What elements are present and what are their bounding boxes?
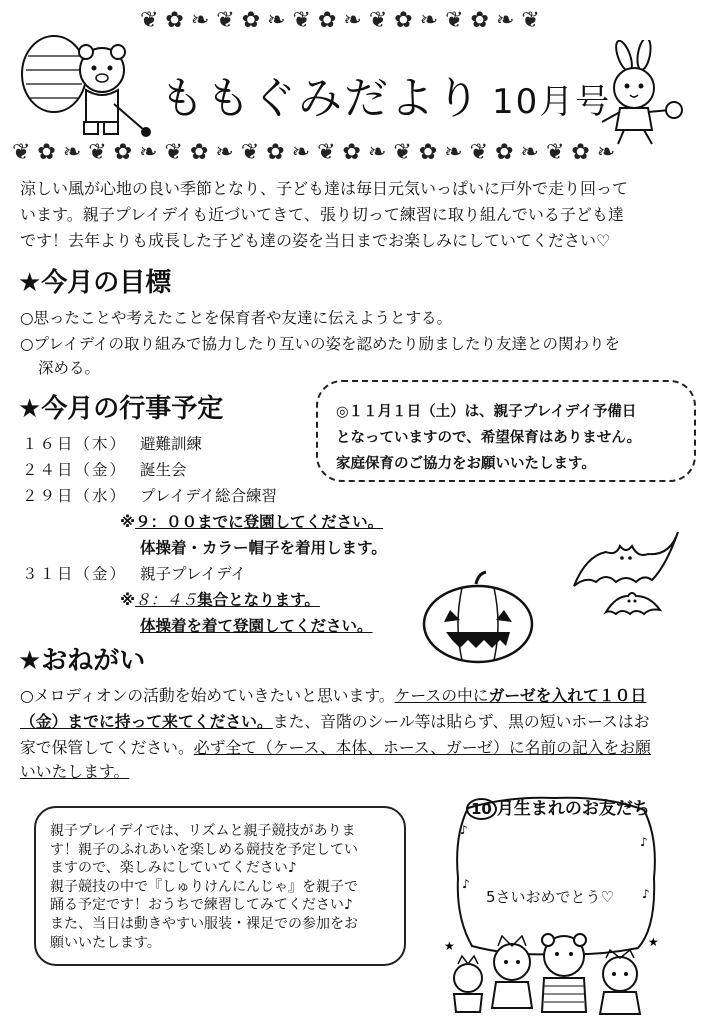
- svg-text:♪: ♪: [642, 887, 650, 901]
- info-line: 親子プレイデイでは、リズムと親子競技がありま: [50, 823, 356, 839]
- newsletter-title: [160, 62, 611, 126]
- goal-item: ○思ったことや考えたことを保育者や友達に伝えようとする。: [20, 309, 453, 327]
- schedule-row: [22, 432, 202, 454]
- notice-line: となっていますので、希望保育はありません。: [336, 430, 642, 446]
- birthday-message: 5さいおめでとう♡: [486, 888, 614, 906]
- notice-line: 家庭保育のご協力をお願いいたします。: [336, 456, 596, 472]
- schedule-date: ３１日（金）: [22, 565, 128, 583]
- intro-paragraph: [20, 176, 710, 254]
- issue-label: 10月号: [492, 82, 612, 122]
- request-line: （金）までに持って来てください。また、音階のシール等は貼らず、黒の短いホースはお: [20, 712, 650, 731]
- leaf-border-top-icon: ❦ ✿ ❧ ❦ ✿ ❧ ❦ ✿ ❧ ❦ ✿ ❧ ❦ ✿ ❧ ❦: [140, 8, 540, 33]
- notice-box: [316, 380, 696, 482]
- info-line: す！親子のふれあいを楽しめる競技を予定してい: [50, 841, 358, 858]
- playday-info-box: [34, 806, 406, 966]
- intro-line: います。親子プレイデイも近づいてきて、張り切って練習に取り組んでいる子ども達: [20, 205, 624, 224]
- goal-item: 深める。: [38, 359, 101, 377]
- schedule-row: [22, 458, 187, 480]
- intro-line: です！去年よりも成長した子ども達の姿を当日までお楽しみにしていてください♡: [20, 231, 611, 250]
- goal-item: ○プレイデイの取り組みで協力したり互いの姿を認めたり励ましたり友達との関わりを: [20, 335, 621, 353]
- schedule-event: 避難訓練: [140, 435, 203, 453]
- svg-text:♪: ♪: [640, 835, 648, 849]
- info-line: 願いいたします。: [50, 934, 161, 951]
- request-line: いいたします。: [20, 762, 130, 781]
- svg-text:♪: ♪: [460, 823, 468, 837]
- title-text: ももぐみだより: [160, 73, 482, 124]
- schedule-date: ２４日（金）: [22, 461, 128, 479]
- birthday-title: 10 月生まれのお友だち: [466, 794, 650, 820]
- request-line: 家で保管してください。必ず全て（ケース、本体、ホース、ガーゼ）に名前の記入をお願: [20, 738, 651, 757]
- schedule-date: ２９日（水）: [22, 487, 128, 505]
- playday-note: ※８：４５集合となります。: [120, 591, 320, 609]
- svg-text:★: ★: [648, 935, 659, 949]
- info-line: また、当日は動きやすい服装・裸足での参加をお: [50, 915, 358, 932]
- info-line: 踊る予定です！おうちで練習してみてください♪: [50, 897, 353, 914]
- request-line: ○メロディオンの活動を始めていきたいと思います。ケースの中にガーゼを入れて１０日: [20, 686, 647, 705]
- notice-line: ◎１１月１日（土）は、親子プレイデイ予備日: [336, 404, 637, 420]
- playday-note: 体操着を着て登園してください。: [140, 617, 373, 635]
- schedule-event: 誕生会: [140, 461, 187, 479]
- intro-line: 涼しい風が心地の良い季節となり、子ども達は毎日元気いっぱいに戸外で走り回って: [20, 179, 629, 198]
- pumpkin-icon: [420, 570, 538, 666]
- schedule-event: 親子プレイデイ: [140, 565, 247, 583]
- events-heading: ★今月の行事予定: [18, 394, 224, 424]
- bat-icon: [566, 526, 686, 626]
- schedule-event: プレイデイ総合練習: [140, 487, 278, 505]
- info-line: 親子競技の中で『しゅりけんにんじゃ』を親子で: [50, 878, 358, 895]
- svg-text:★: ★: [444, 939, 455, 953]
- svg-text:♪: ♪: [462, 877, 470, 891]
- practice-note: 体操着・カラー帽子を着用します。: [140, 539, 387, 557]
- practice-note: ※９：００までに登園してください。: [120, 513, 384, 531]
- info-line: ますので、楽しみにしていてください♪: [50, 860, 297, 877]
- schedule-row: [22, 484, 277, 506]
- request-heading: ★おねがい: [18, 646, 146, 676]
- goals-heading: ★今月の目標: [18, 268, 172, 298]
- bear-with-basket-icon: [14, 26, 154, 142]
- children-illustration-icon: [440, 920, 666, 1016]
- schedule-date: １６日（木）: [22, 435, 128, 453]
- schedule-row: [22, 562, 246, 584]
- rabbit-icon: [590, 40, 700, 150]
- leaf-border-bottom-icon: ❦ ✿ ❧ ❦ ✿ ❧ ❦ ✿ ❧ ❦ ✿ ❧ ❦ ✿ ❧ ❦ ✿ ❧ ❦ ✿ ❧ ❦ ✿ ❧: [12, 140, 616, 165]
